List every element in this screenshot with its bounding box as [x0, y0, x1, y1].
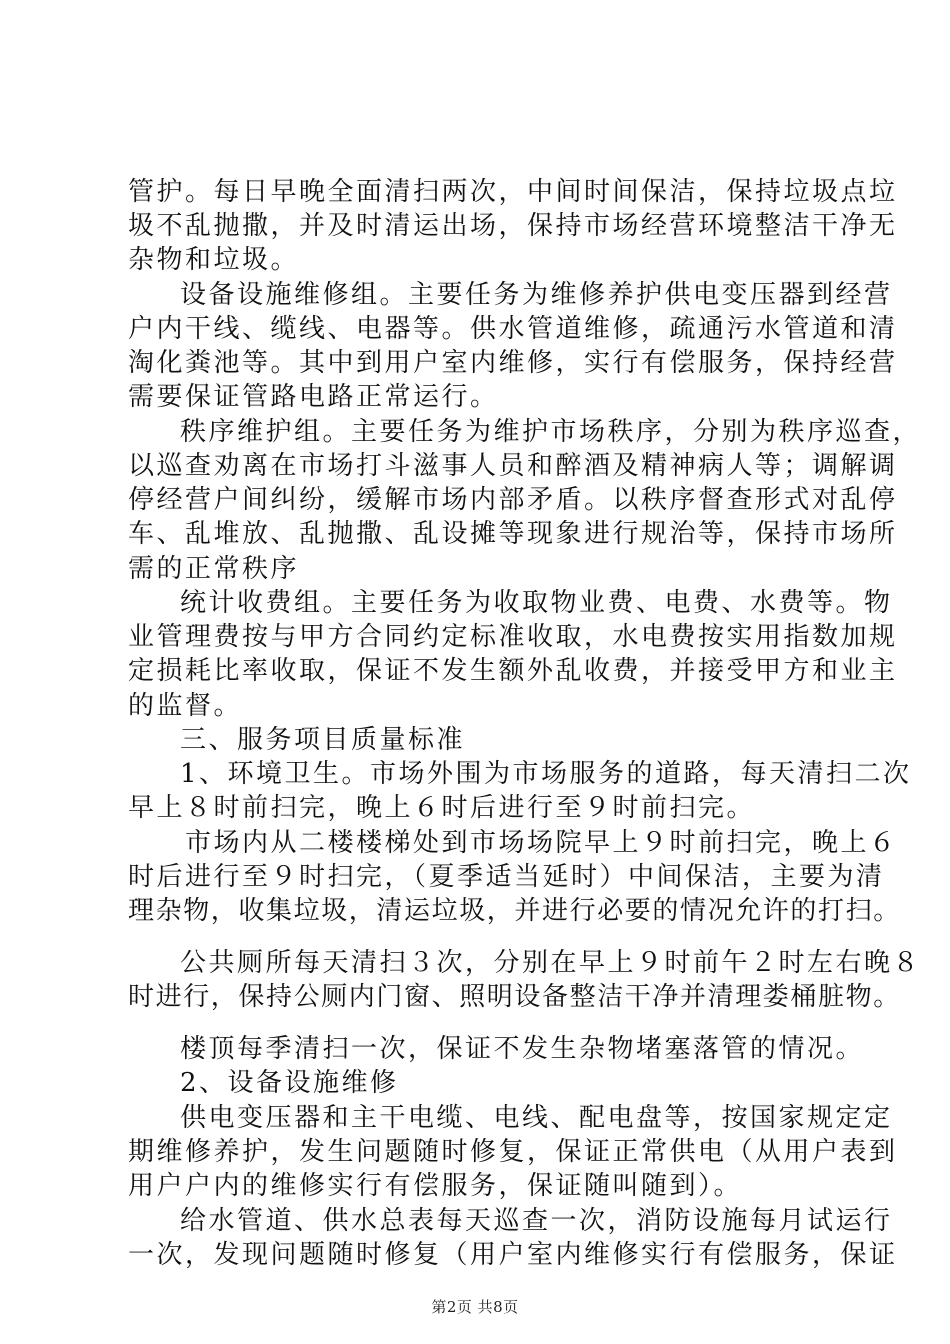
subsection-heading-line: 1、环境卫生。市场外围为市场服务的道路，每天清扫二次 — [180, 759, 912, 789]
body-text-line: 停经营户间纠纷，缓解市场内部矛盾。以秩序督查形式对乱停 — [128, 485, 898, 515]
paragraph-start-line: 设备设施维修组。主要任务为维修养护供电变压器到经营 — [180, 280, 893, 310]
body-text-line: 淘化粪池等。其中到用户室内维修，实行有偿服务，保持经营 — [128, 348, 898, 378]
body-text-line: 需要保证管路电路正常运行。 — [128, 382, 499, 412]
body-text-line: 杂物和垃圾。 — [128, 245, 300, 275]
body-text-line: 需的正常秩序 — [128, 554, 300, 584]
body-text-line: 时后进行至９时扫完，（夏季适当延时）中间保洁，主要为清 — [128, 862, 885, 892]
body-text-line: 理杂物，收集垃圾，清运垃圾，并进行必要的情况允许的打扫。 — [128, 896, 901, 926]
paragraph-start-line: 市场内从二楼楼梯处到市场场院早上９时前扫完，晚上６ — [185, 828, 898, 858]
paragraph-start-line: 公共厕所每天清扫３次，分别在早上９时前午２时左右晚８ — [180, 948, 922, 978]
body-text-line: 一次，发现问题随时修复（用户室内维修实行有偿服务，保证 — [128, 1240, 898, 1270]
body-text-line: 早上８时前扫完，晚上６时后进行至９时前扫完。 — [128, 793, 756, 823]
paragraph-start-line: 供电变压器和主干电缆、电线、配电盘等，按国家规定定 — [180, 1103, 893, 1133]
body-text-line: 用户户内的维修实行有偿服务，保证随叫随到）。 — [128, 1171, 743, 1201]
body-text-line: 车、乱堆放、乱抛撒、乱设摊等现象进行规治等，保持市场所 — [128, 519, 898, 549]
body-text-line: 期维修养护，发生问题随时修复，保证正常供电（从用户表到 — [128, 1137, 898, 1167]
section-heading: 三、服务项目质量标准 — [180, 725, 466, 755]
body-text-line: 时进行，保持公厕内门窗、照明设备整洁干净并清理娄桶脏物。 — [128, 982, 901, 1012]
subsection-heading: 2、设备设施维修 — [180, 1068, 399, 1098]
body-text-line: 户内干线、缆线、电器等。供水管道维修，疏通污水管道和清 — [128, 314, 898, 344]
body-text-line: 定损耗比率收取，保证不发生额外乱收费，并接受甲方和业主 — [128, 656, 898, 686]
body-text-line: 管护。每日早晚全面清扫两次，中间时间保洁，保持垃圾点垃 — [128, 177, 898, 207]
paragraph-start-line: 统计收费组。主要任务为收取物业费、电费、水费等。物 — [180, 588, 893, 618]
body-text-line: 的监督。 — [128, 691, 243, 721]
paragraph-start-line: 楼顶每季清扫一次，保证不发生杂物堵塞落管的情况。 — [180, 1034, 865, 1064]
body-text-line: 以巡查劝离在市场打斗滋事人员和醉酒及精神病人等；调解调 — [128, 451, 898, 481]
body-text-line: 圾不乱抛撒，并及时清运出场，保持市场经营环境整洁干净无 — [128, 211, 898, 241]
body-text-line: 业管理费按与甲方合同约定标准收取，水电费按实用指数加规 — [128, 622, 898, 652]
paragraph-start-line: 秩序维护组。主要任务为维护市场秩序，分别为秩序巡查， — [180, 417, 922, 447]
page-number-footer: 第2页 共8页 — [431, 1298, 519, 1316]
paragraph-start-line: 给水管道、供水总表每天巡查一次，消防设施每月试运行 — [180, 1206, 893, 1236]
